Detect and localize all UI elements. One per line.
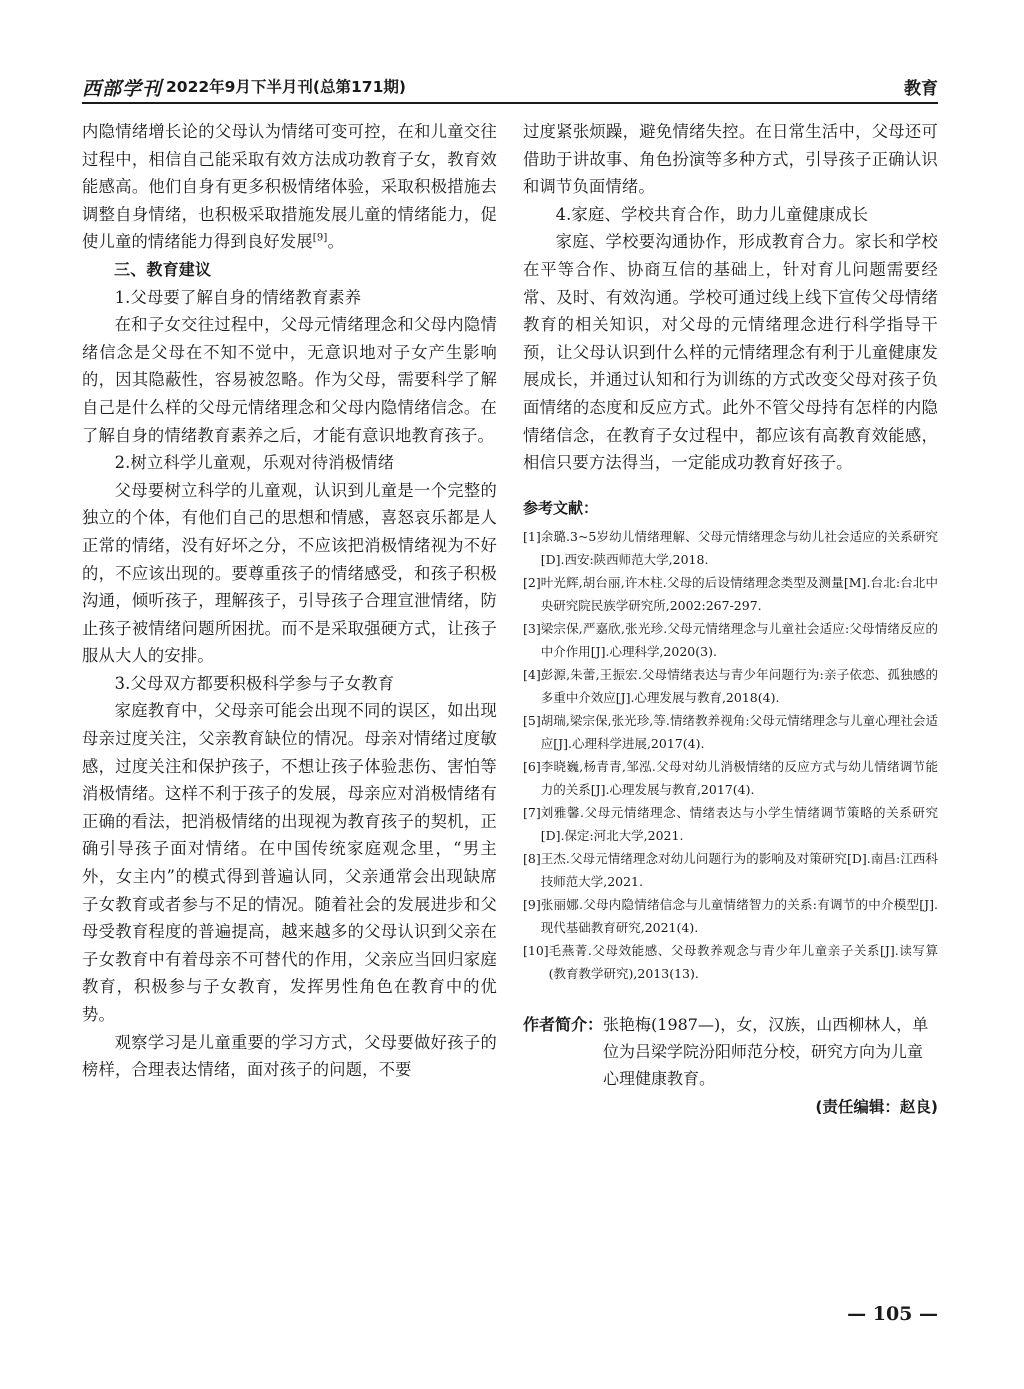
journal-issue: 2022年9月下半月刊(总第171期)	[166, 78, 406, 96]
section-tag: 教育	[904, 79, 938, 99]
references-title: 参考文献：	[523, 498, 599, 517]
left-column	[82, 118, 497, 1084]
paragraph: 父母要树立科学的儿童观，认识到儿童是一个完整的独立的个体，有他们自己的思想和情感，喜怒哀乐都是人正常的情绪，没有好坏之分，不应该把消极情绪视为不好的，不应该出现的。要尊重孩子的情绪感受，和孩子积极沟通，倾听孩子，理解孩子，引导孩子合理宣泄情绪，防止孩子被情绪问题所困扰。而不是采取强硬方式，让孩子服从大人的安排。	[82, 480, 497, 666]
reference-item: [8] 王杰.父母元情绪理念对幼儿问题行为的影响及对策研究[D].南昌:江西科技师范大学,2021.	[523, 850, 938, 889]
right-column	[523, 118, 938, 1121]
journal-logo: 西部学刊	[82, 78, 163, 100]
reference-item: [7] 刘雅馨.父母元情绪理念、情绪表达与小学生情绪调节策略的关系研究[D].保定:河北大学,2021.	[523, 804, 938, 843]
paragraph: 观察学习是儿童重要的学习方式，父母要做好孩子的榜样，合理表达情绪，面对孩子的问题，不要	[82, 1032, 497, 1080]
author-bio	[523, 1011, 938, 1092]
subheading: 1.父母要了解自身的情绪教育素养	[114, 287, 362, 307]
reference-item: [9] 张丽娜.父母内隐情绪信念与儿童情绪智力的关系:有调节的中介模型[J].现代基础教育研究,2021(4).	[523, 896, 938, 935]
section-heading: 三、教育建议	[114, 259, 212, 279]
page-header	[82, 72, 938, 104]
paragraph: 在和子女交往过程中，父母元情绪理念和父母内隐情绪信念是父母在不知不觉中，无意识地对子女产生影响的，因其隐蔽性，容易被忽略。作为父母，需要科学了解自己是什么样的父母元情绪理念和父母内隐情绪信念。在了解自身的情绪教育素养之后，才能有意识地教育孩子。	[82, 315, 497, 445]
paragraph: 内隐情绪增长论的父母认为情绪可变可控，在和儿童交往过程中，相信自己能采取有效方法成功教育子女，教育效能感高。他们自身有更多积极情绪体验，采取积极措施去调整自身情绪，也积极采取措施发展儿童的情绪能力，促使儿童的情绪能力得到良好发展[9]。	[82, 122, 497, 252]
author-text: 张艳梅(1987—)，女，汉族，山西柳林人，单位为吕梁学院汾阳师范分校，研究方向为儿童心理健康教育。	[603, 1014, 929, 1088]
references-list	[523, 525, 938, 985]
subheading: 4.家庭、学校共育合作，助力儿童健康成长	[555, 204, 869, 224]
reference-item: [10] 毛燕菁.父母效能感、父母教养观念与青少年儿童亲子关系[J].读写算(教育教学研究),2013(13).	[523, 942, 938, 981]
subheading: 3.父母双方都要积极科学参与子女教育	[114, 673, 395, 693]
paragraph: 家庭、学校要沟通协作，形成教育合力。家长和学校在平等合作、协商互信的基础上，针对育儿问题需要经常、及时、有效沟通。学校可通过线上线下宣传父母情绪教育的相关知识，对父母的元情绪理念进行科学指导干预，让父母认识到什么样的元情绪理念有利于儿童健康发展成长，并通过认知和行为训练的方式改变父母对孩子负面情绪的态度和反应方式。此外不管父母持有怎样的内隐情绪信念，在教育子女过程中，都应该有高教育效能感，相信只要方法得当，一定能成功教育好孩子。	[523, 232, 938, 473]
paragraph: 过度紧张烦躁，避免情绪失控。在日常生活中，父母还可借助于讲故事、角色扮演等多种方式，引导孩子正确认识和调节负面情绪。	[523, 122, 938, 197]
paragraph: 家庭教育中，父母亲可能会出现不同的误区，如出现母亲过度关注，父亲教育缺位的情况。母亲对情绪过度敏感，过度关注和保护孩子，不想让孩子体验悲伤、害怕等消极情绪。这样不利于孩子的发展，母亲应对消极情绪有正确的看法，把消极情绪的出现视为教育孩子的契机，正确引导孩子面对情绪。在中国传统家庭观念里，“男主外，女主内”的模式得到普遍认同，父亲通常会出现缺席子女教育或者参与不足的情况。随着社会的发展进步和父母受教育程度的普遍提高，越来越多的父母认识到父亲在子女教育中有着母亲不可替代的作用，父亲应当回归家庭教育，积极参与子女教育，发挥男性角色在教育中的优势。	[82, 701, 497, 1024]
author-label: 作者简介：	[523, 1014, 604, 1034]
subheading: 2.树立科学儿童观，乐观对待消极情绪	[114, 453, 395, 473]
citation: [9]	[312, 232, 328, 244]
reference-item: [6] 李晓巍,杨青青,邹泓.父母对幼儿消极情绪的反应方式与幼儿情绪调节能力的关系[J].心理发展与教育,2017(4).	[523, 758, 938, 797]
reference-item: [3] 梁宗保,严嘉欣,张光珍.父母元情绪理念与儿童社会适应:父母情绪反应的中介作用[J].心理科学,2020(3).	[523, 620, 938, 659]
reference-item: [2] 叶光辉,胡台丽,许木柱.父母的后设情绪理念类型及测量[M].台北:台北中央研究院民族学研究所,2002:267-297.	[523, 574, 938, 613]
page-number: — 105 —	[847, 1303, 938, 1325]
reference-item: [1] 余璐.3~5岁幼儿情绪理解、父母元情绪理念与幼儿社会适应的关系研究[D].西安:陕西师范大学,2018.	[523, 528, 938, 567]
reference-item: [4] 彭源,朱蕾,王振宏.父母情绪表达与青少年问题行为:亲子依恋、孤独感的多重中介效应[J].心理发展与教育,2018(4).	[523, 666, 938, 705]
reference-item: [5] 胡瑞,梁宗保,张光珍,等.情绪教养视角:父母元情绪理念与儿童心理社会适应[J].心理科学进展,2017(4).	[523, 712, 938, 751]
responsible-editor: (责任编辑：赵良)	[815, 1097, 938, 1116]
